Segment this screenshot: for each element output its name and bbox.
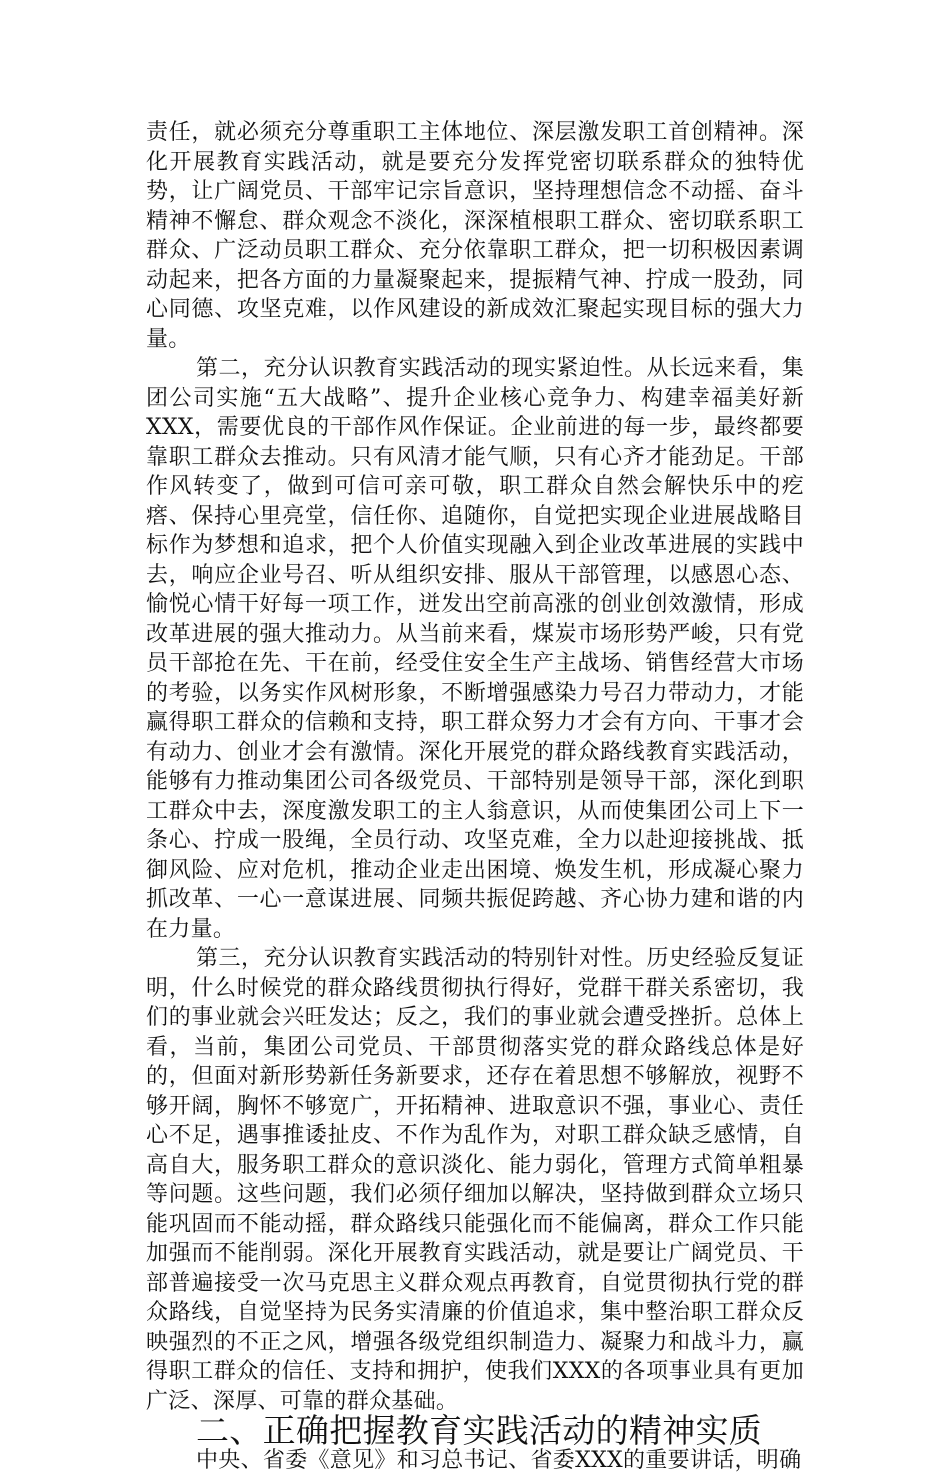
paragraph-2: 第二，充分认识教育实践活动的现实紧迫性。从长远来看，集团公司实施“五大战略”、提升企业核心竞争力、构建幸福美好新XXX，需要优良的干部作风作保证。企业前进的每一步，最终都要靠职工群众去推动。只有风清才能气顺，只有心齐才能劲足。干部作风转变了，做到可信可亲可敬，职工群众自然会解快乐中的疙瘩、保持心里亮堂，信任你、追随你，自觉把实现企业进展战略目标作为梦想和追求，把个人价值实现融入到企业改革进展的实践中去，响应企业号召、听从组织安排、服从干部管理，以感恩心态、愉悦心情干好每一项工作，迸发出空前高涨的创业创效激情，形成改革进展的强大推动力。从当前来看，煤炭市场形势严峻，只有党员干部抢在先、干在前，经受住安全生产主战场、销售经营大市场的考验，以务实作风树形象，不断增强感染力号召力带动力，才能赢得职工群众的信赖和支持，职工群众努力才会有方向、干事才会有动力、创业才会有激情。深化开展党的群众路线教育实践活动，能够有力推动集团公司各级党员、干部特别是领导干部，深化到职工群众中去，深度激发职工的主人翁意识，从而使集团公司上下一条心、拧成一股绳，全员行动、攻坚克难，全力以赴迎接挑战、抵御风险、应对危机，推动企业走出困境、焕发生机，形成凝心聚力抓改革、一心一意谋进展、同频共振促跨越、齐心协力建和谐的内在力量。 <box>146 354 804 944</box>
document-page <box>146 118 804 1475</box>
paragraph-1: 责任，就必须充分尊重职工主体地位、深层激发职工首创精神。深化开展教育实践活动，就是要充分发挥党密切联系群众的独特优势，让广阔党员、干部牢记宗旨意识，坚持理想信念不动摇、奋斗精神不懈怠、群众观念不淡化，深深植根职工群众、密切联系职工群众、广泛动员职工群众、充分依靠职工群众，把一切积极因素调动起来，把各方面的力量凝聚起来，提振精气神、拧成一股劲，同心同德、攻坚克难，以作风建设的新成效汇聚起实现目标的强大力量。 <box>146 118 804 354</box>
section-heading: 二、正确把握教育实践活动的精神实质 <box>146 1416 804 1446</box>
paragraph-4: 中央、省委《意见》和习总书记、省委XXX的重要讲话，明确 <box>146 1446 804 1475</box>
paragraph-3: 第三，充分认识教育实践活动的特别针对性。历史经验反复证明，什么时候党的群众路线贯彻执行得好，党群干群关系密切，我们的事业就会兴旺发达；反之，我们的事业就会遭受挫折。总体上看，当前，集团公司党员、干部贯彻落实党的群众路线总体是好的，但面对新形势新任务新要求，还存在着思想不够解放，视野不够开阔，胸怀不够宽广，开拓精神、进取意识不强，事业心、责任心不足，遇事推诿扯皮、不作为乱作为，对职工群众缺乏感情，自高自大，服务职工群众的意识淡化、能力弱化，管理方式简单粗暴等问题。这些问题，我们必须仔细加以解决，坚持做到群众立场只能巩固而不能动摇，群众路线只能强化而不能偏离，群众工作只能加强而不能削弱。深化开展教育实践活动，就是要让广阔党员、干部普遍接受一次马克思主义群众观点再教育，自觉贯彻执行党的群众路线，自觉坚持为民务实清廉的价值追求，集中整治职工群众反映强烈的不正之风，增强各级党组织制造力、凝聚力和战斗力，赢得职工群众的信任、支持和拥护，使我们XXX的各项事业具有更加广泛、深厚、可靠的群众基础。 <box>146 944 804 1416</box>
